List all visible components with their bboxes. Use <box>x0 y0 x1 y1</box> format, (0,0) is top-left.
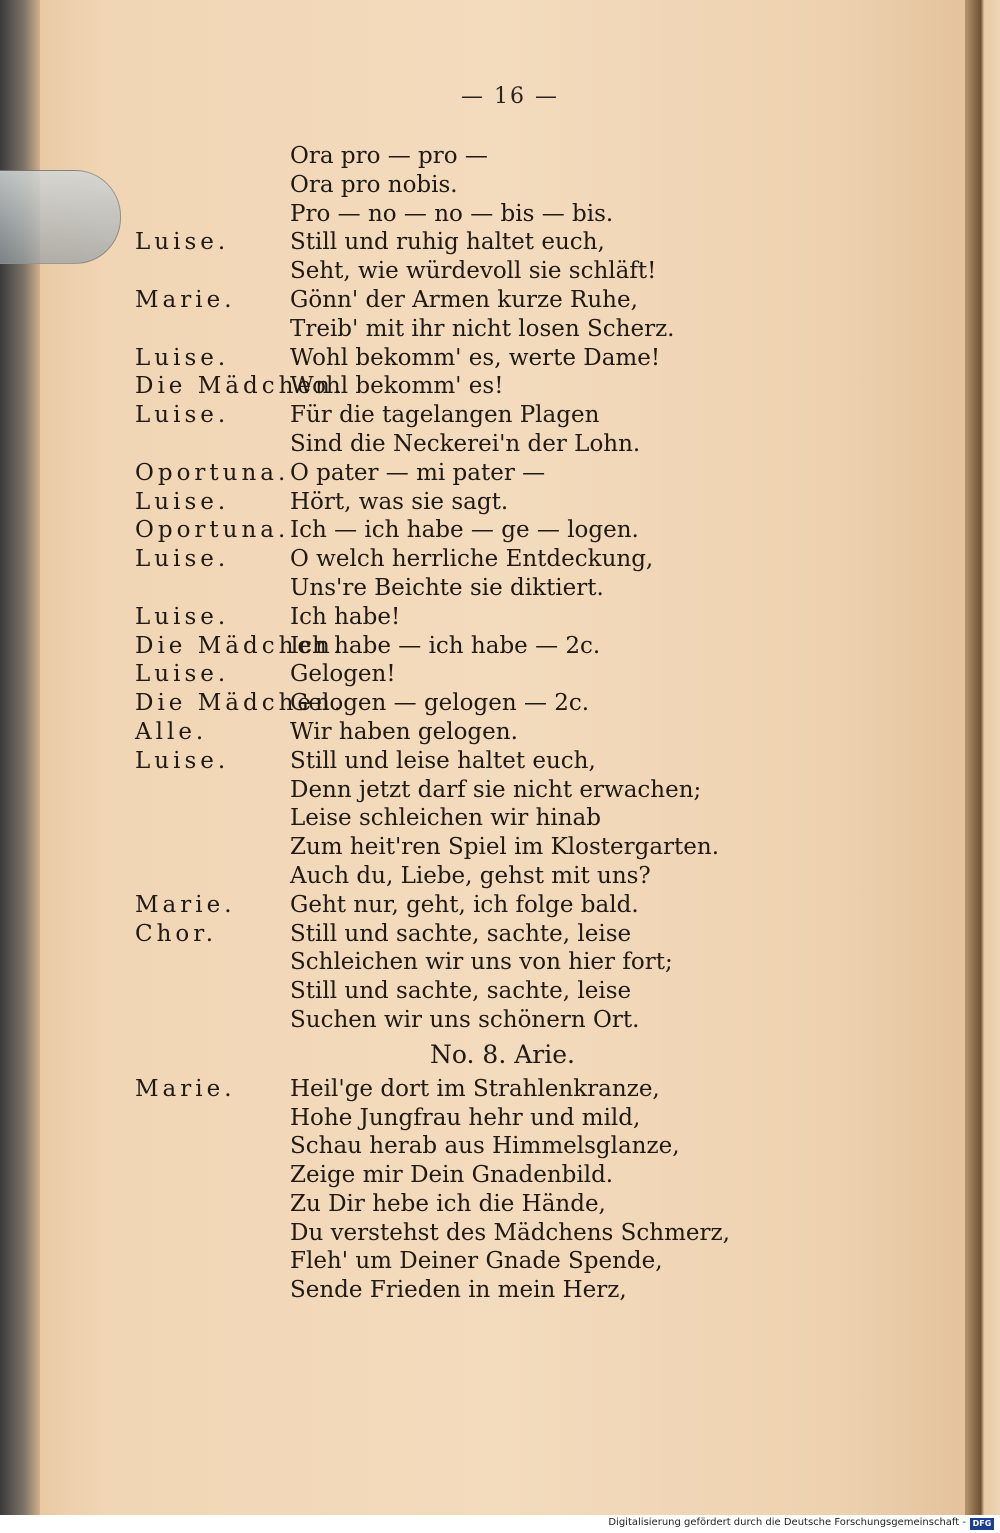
speaker-name: Luise. <box>135 661 230 688</box>
verse-text: Gönn' der Armen kurze Ruhe, <box>290 286 638 313</box>
text-line <box>0 142 965 171</box>
verse-text: Zum heit'ren Spiel im Klostergarten. <box>290 834 720 861</box>
text-line <box>0 315 965 344</box>
dfg-logo: DFG <box>970 1518 994 1530</box>
text-line <box>0 603 965 632</box>
verse-text: Hört, was sie sagt. <box>290 488 509 515</box>
text-line <box>0 1190 965 1219</box>
verse-text: Für die tagelangen Plagen <box>290 402 600 429</box>
speaker-name: Chor. <box>135 920 218 947</box>
text-line <box>0 833 965 862</box>
text-line <box>0 372 965 401</box>
speaker-name: Luise. <box>135 402 230 429</box>
speaker-name: Luise. <box>135 229 230 256</box>
speaker-name: Marie. <box>135 891 236 918</box>
section-heading: No. 8. Arie. <box>430 1039 575 1069</box>
text-line <box>0 1132 965 1161</box>
verse-text: Still und leise haltet euch, <box>290 747 596 774</box>
text-line <box>0 891 965 920</box>
text-line <box>0 545 965 574</box>
text-line <box>0 459 965 488</box>
speaker-name: Luise. <box>135 747 230 774</box>
verse-text: O welch herrliche Entdeckung, <box>290 546 654 573</box>
speaker-name: Die Mädchen. <box>135 690 346 717</box>
speaker-name: Alle. <box>135 718 208 745</box>
speaker-name: Die Mädchen. <box>135 632 346 659</box>
speaker-name: Marie. <box>135 286 236 313</box>
text-line <box>0 660 965 689</box>
speaker-name: Luise. <box>135 488 230 515</box>
aria-block <box>0 1075 965 1305</box>
text-line <box>0 430 965 459</box>
text-line <box>0 747 965 776</box>
verse-text: O pater — mi pater — <box>290 459 546 486</box>
verse-text: Pro — no — no — bis — bis. <box>290 200 614 227</box>
speaker-name: Die Mädchen. <box>135 373 346 400</box>
text-line <box>0 632 965 661</box>
libretto-text <box>0 142 965 1305</box>
verse-text: Sende Frieden in mein Herz, <box>290 1277 627 1304</box>
text-line <box>0 1219 965 1248</box>
text-line <box>0 286 965 315</box>
verse-text: Ora pro nobis. <box>290 171 458 198</box>
text-line <box>0 948 965 977</box>
verse-text: Ich habe — ich habe — 2c. <box>290 632 601 659</box>
speaker-name: Oportuna. <box>135 517 290 544</box>
verse-text: Schleichen wir uns von hier fort; <box>290 949 673 976</box>
text-line <box>0 171 965 200</box>
verse-text: Still und ruhig haltet euch, <box>290 229 605 256</box>
verse-text: Still und sachte, sachte, leise <box>290 978 632 1005</box>
page-gutter <box>965 0 1000 1515</box>
text-line <box>0 574 965 603</box>
text-line <box>0 401 965 430</box>
verse-text: Gelogen! <box>290 661 396 688</box>
verse-text: Sind die Neckerei'n der Lohn. <box>290 430 641 457</box>
speaker-name: Luise. <box>135 603 230 630</box>
verse-text: Gelogen — gelogen — 2c. <box>290 690 590 717</box>
text-line <box>0 516 965 545</box>
speaker-name: Marie. <box>135 1075 236 1102</box>
verse-text: Wir haben gelogen. <box>290 718 518 745</box>
speaker-name: Luise. <box>135 344 230 371</box>
verse-text: Wohl bekomm' es! <box>290 373 504 400</box>
verse-text: Heil'ge dort im Strahlenkranze, <box>290 1075 660 1102</box>
verse-text: Ich — ich habe — ge — logen. <box>290 517 639 544</box>
speaker-name: Oportuna. <box>135 459 290 486</box>
text-line <box>0 862 965 891</box>
dialogue-block <box>0 142 965 1035</box>
text-line <box>0 344 965 373</box>
text-line <box>0 1161 965 1190</box>
text-line <box>0 228 965 257</box>
verse-text: Auch du, Liebe, gehst mit uns? <box>290 862 651 889</box>
text-line <box>0 1006 965 1035</box>
text-line <box>0 200 965 229</box>
verse-text: Uns're Beichte sie diktiert. <box>290 574 604 601</box>
verse-text: Du verstehst des Mädchens Schmerz, <box>290 1219 730 1246</box>
verse-text: Wohl bekomm' es, werte Dame! <box>290 344 661 371</box>
verse-text: Ich habe! <box>290 603 401 630</box>
verse-text: Denn jetzt darf sie nicht erwachen; <box>290 776 702 803</box>
text-line <box>0 1247 965 1276</box>
verse-text: Ora pro — pro — <box>290 143 488 169</box>
verse-text: Fleh' um Deiner Gnade Spende, <box>290 1248 663 1275</box>
verse-text: Geht nur, geht, ich folge bald. <box>290 891 639 918</box>
text-line <box>0 920 965 949</box>
footer-credit: Digitalisierung gefördert durch die Deutsche Forschungsgemeinschaft - <box>608 1517 966 1528</box>
text-line <box>0 1104 965 1133</box>
verse-text: Zeige mir Dein Gnadenbild. <box>290 1162 614 1189</box>
page-number: — 16 — <box>461 84 559 109</box>
text-line <box>0 1075 965 1104</box>
verse-text: Zu Dir hebe ich die Hände, <box>290 1190 606 1217</box>
verse-text: Suchen wir uns schönern Ort. <box>290 1006 640 1033</box>
text-line <box>0 718 965 747</box>
text-line <box>0 977 965 1006</box>
verse-text: Seht, wie würdevoll sie schläft! <box>290 258 657 285</box>
speaker-name: Luise. <box>135 546 230 573</box>
text-line <box>0 257 965 286</box>
verse-text: Treib' mit ihr nicht losen Scherz. <box>290 315 675 342</box>
verse-text: Still und sachte, sachte, leise <box>290 920 632 947</box>
text-line <box>0 776 965 805</box>
verse-text: Schau herab aus Himmelsglanze, <box>290 1133 680 1160</box>
verse-text: Hohe Jungfrau hehr und mild, <box>290 1104 641 1131</box>
text-line <box>0 804 965 833</box>
text-line <box>0 1276 965 1305</box>
text-line <box>0 488 965 517</box>
verse-text: Leise schleichen wir hinab <box>290 805 601 832</box>
text-line <box>0 689 965 718</box>
